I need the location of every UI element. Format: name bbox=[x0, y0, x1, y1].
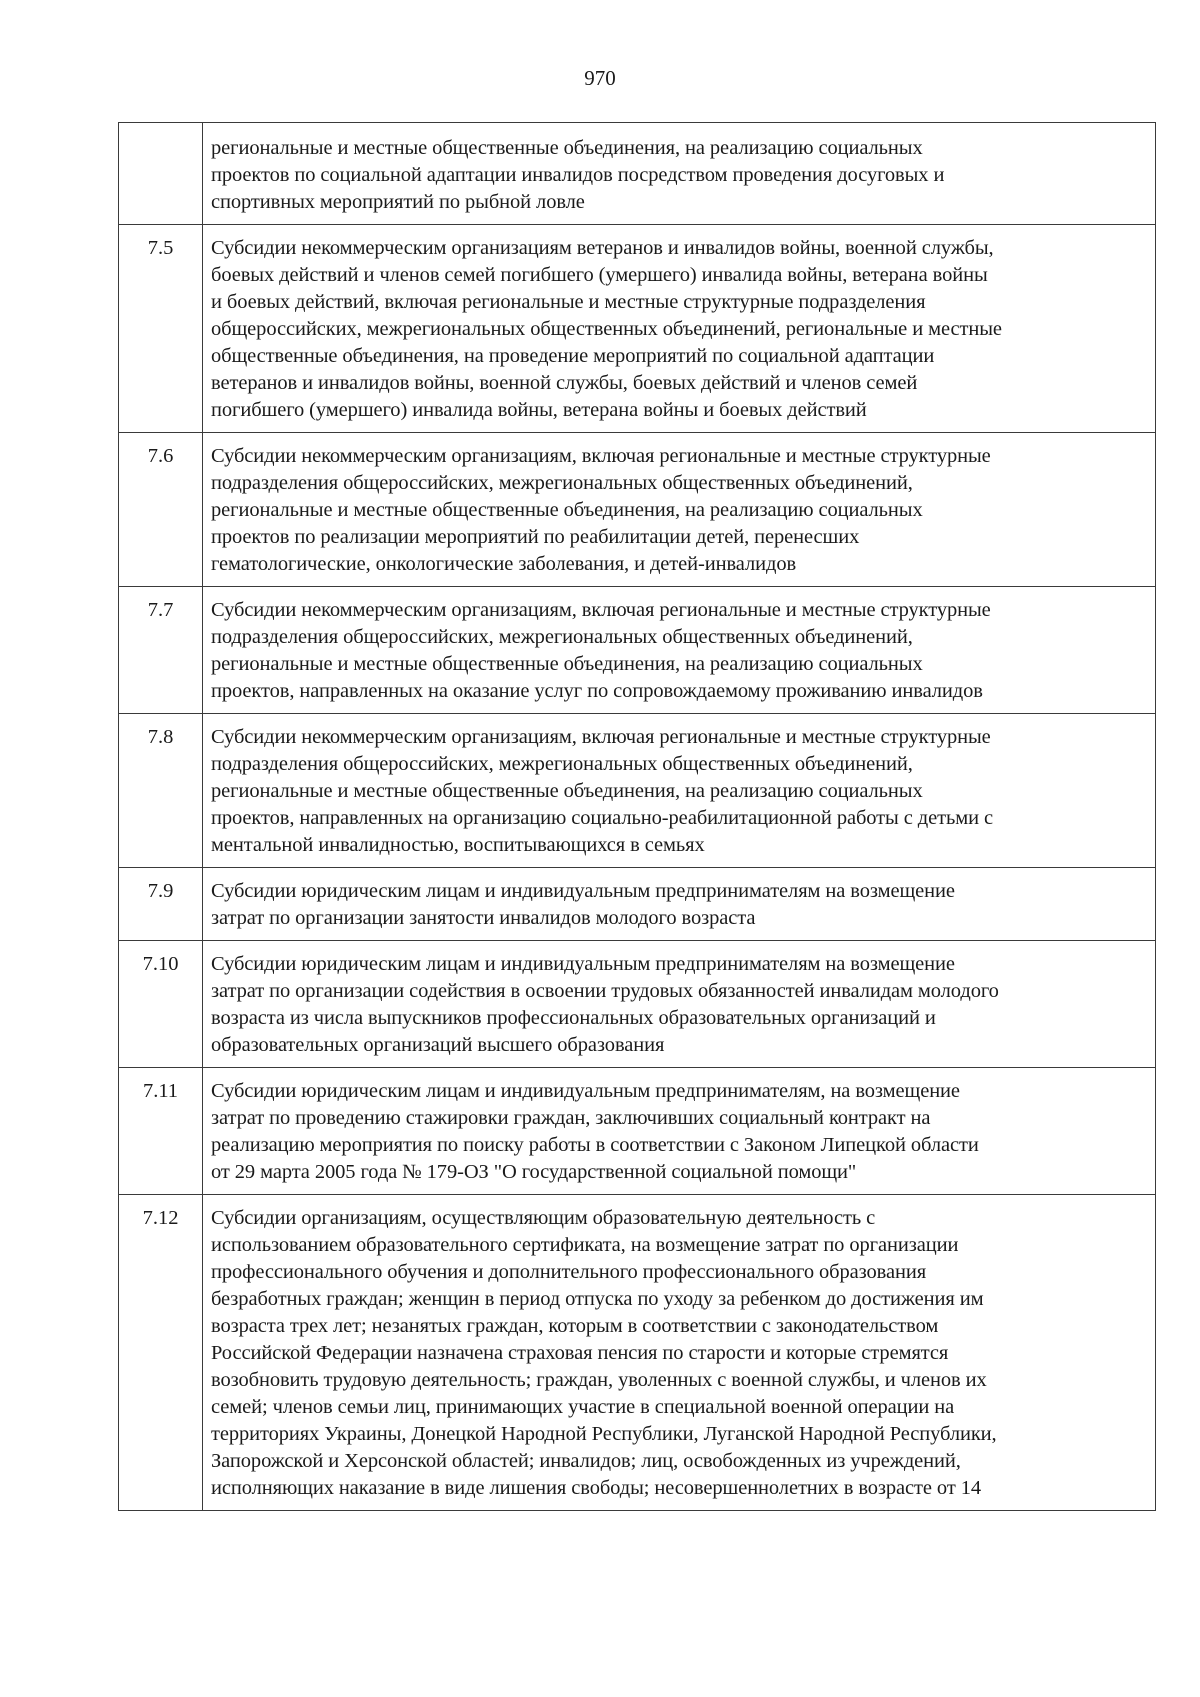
text-line: общероссийских, межрегиональных общественных объединений, региональные и местные bbox=[211, 318, 1002, 340]
text-line: возраста из числа выпускников профессиональных образовательных организаций и bbox=[211, 1007, 936, 1029]
text-line: региональные и местные общественные объединения, на реализацию социальных bbox=[211, 780, 923, 802]
item-number: 7.7 bbox=[119, 587, 203, 714]
text-line: Субсидии некоммерческим организациям, включая региональные и местные структурные bbox=[211, 445, 991, 467]
item-number: 7.9 bbox=[119, 868, 203, 941]
item-number: 7.5 bbox=[119, 225, 203, 433]
item-description bbox=[203, 433, 1156, 587]
text-line: Субсидии некоммерческим организациям ветеранов и инвалидов войны, военной службы, bbox=[211, 237, 994, 259]
text-line: спортивных мероприятий по рыбной ловле bbox=[211, 191, 585, 213]
text-line: Субсидии юридическим лицам и индивидуальным предпринимателям на возмещение bbox=[211, 953, 955, 975]
text-line: затрат по организации содействия в освоении трудовых обязанностей инвалидам молодого bbox=[211, 980, 999, 1002]
text-line: реализацию мероприятия по поиску работы в соответствии с Законом Липецкой области bbox=[211, 1134, 979, 1156]
text-line: проектов по реализации мероприятий по реабилитации детей, перенесших bbox=[211, 526, 860, 548]
text-line: семей; членов семьи лиц, принимающих участие в специальной военной операции на bbox=[211, 1396, 955, 1418]
table-row bbox=[119, 1068, 1156, 1195]
item-description bbox=[203, 714, 1156, 868]
text-line: Запорожской и Херсонской областей; инвалидов; лиц, освобожденных из учреждений, bbox=[211, 1450, 961, 1472]
item-description bbox=[203, 941, 1156, 1068]
text-line: подразделения общероссийских, межрегиональных общественных объединений, bbox=[211, 472, 913, 494]
text-line: погибшего (умершего) инвалида войны, ветерана войны и боевых действий bbox=[211, 399, 867, 421]
text-line: возраста трех лет; незанятых граждан, которым в соответствии с законодательством bbox=[211, 1315, 939, 1337]
text-line: подразделения общероссийских, межрегиональных общественных объединений, bbox=[211, 626, 913, 648]
table-row bbox=[119, 123, 1156, 225]
table-row bbox=[119, 225, 1156, 433]
item-number: 7.10 bbox=[119, 941, 203, 1068]
text-line: образовательных организаций высшего образования bbox=[211, 1034, 665, 1056]
item-description bbox=[203, 225, 1156, 433]
text-line: территориях Украины, Донецкой Народной Республики, Луганской Народной Республики, bbox=[211, 1423, 997, 1445]
text-line: использованием образовательного сертификата, на возмещение затрат по организации bbox=[211, 1234, 959, 1256]
table-row bbox=[119, 868, 1156, 941]
table-row bbox=[119, 714, 1156, 868]
text-line: проектов, направленных на оказание услуг по сопровождаемому проживанию инвалидов bbox=[211, 680, 983, 702]
text-line: проектов по социальной адаптации инвалидов посредством проведения досуговых и bbox=[211, 164, 945, 186]
table-row bbox=[119, 941, 1156, 1068]
item-number: 7.12 bbox=[119, 1195, 203, 1511]
item-description bbox=[203, 123, 1156, 225]
subsidies-table bbox=[118, 122, 1156, 1511]
text-line: безработных граждан; женщин в период отпуска по уходу за ребенком до достижения им bbox=[211, 1288, 984, 1310]
page-number: 970 bbox=[584, 66, 616, 90]
text-line: и боевых действий, включая региональные и местные структурные подразделения bbox=[211, 291, 926, 313]
text-line: подразделения общероссийских, межрегиональных общественных объединений, bbox=[211, 753, 913, 775]
table-row bbox=[119, 587, 1156, 714]
item-description bbox=[203, 868, 1156, 941]
text-line: Российской Федерации назначена страховая пенсия по старости и которые стремятся bbox=[211, 1342, 949, 1364]
item-number bbox=[119, 123, 203, 225]
text-line: от 29 марта 2005 года № 179-ОЗ "О государственной социальной помощи" bbox=[211, 1161, 857, 1183]
text-line: общественные объединения, на проведение мероприятий по социальной адаптации bbox=[211, 345, 935, 367]
text-line: ветеранов и инвалидов войны, военной службы, боевых действий и членов семей bbox=[211, 372, 918, 394]
text-line: Субсидии юридическим лицам и индивидуальным предпринимателям на возмещение bbox=[211, 880, 955, 902]
text-line: проектов, направленных на организацию социально-реабилитационной работы с детьми с bbox=[211, 807, 993, 829]
text-line: гематологические, онкологические заболевания, и детей-инвалидов bbox=[211, 553, 797, 575]
table-row bbox=[119, 1195, 1156, 1511]
text-line: возобновить трудовую деятельность; граждан, уволенных с военной службы, и членов их bbox=[211, 1369, 987, 1391]
text-line: профессионального обучения и дополнительного профессионального образования bbox=[211, 1261, 927, 1283]
text-line: исполняющих наказание в виде лишения свободы; несовершеннолетних в возрасте от 14 bbox=[211, 1477, 981, 1499]
text-line: Субсидии юридическим лицам и индивидуальным предпринимателям, на возмещение bbox=[211, 1080, 960, 1102]
item-number: 7.8 bbox=[119, 714, 203, 868]
text-line: Субсидии некоммерческим организациям, включая региональные и местные структурные bbox=[211, 599, 991, 621]
table-row bbox=[119, 433, 1156, 587]
text-line: затрат по проведению стажировки граждан, заключивших социальный контракт на bbox=[211, 1107, 931, 1129]
item-number: 7.6 bbox=[119, 433, 203, 587]
text-line: региональные и местные общественные объединения, на реализацию социальных bbox=[211, 499, 923, 521]
text-line: региональные и местные общественные объединения, на реализацию социальных bbox=[211, 653, 923, 675]
item-description bbox=[203, 1195, 1156, 1511]
text-line: боевых действий и членов семей погибшего (умершего) инвалида войны, ветерана войны bbox=[211, 264, 988, 286]
text-line: региональные и местные общественные объединения, на реализацию социальных bbox=[211, 137, 923, 159]
text-line: затрат по организации занятости инвалидов молодого возраста bbox=[211, 907, 756, 929]
text-line: Субсидии организациям, осуществляющим образовательную деятельность с bbox=[211, 1207, 876, 1229]
text-line: ментальной инвалидностью, воспитывающихся в семьях bbox=[211, 834, 705, 856]
text-line: Субсидии некоммерческим организациям, включая региональные и местные структурные bbox=[211, 726, 991, 748]
item-number: 7.11 bbox=[119, 1068, 203, 1195]
item-description bbox=[203, 587, 1156, 714]
item-description bbox=[203, 1068, 1156, 1195]
